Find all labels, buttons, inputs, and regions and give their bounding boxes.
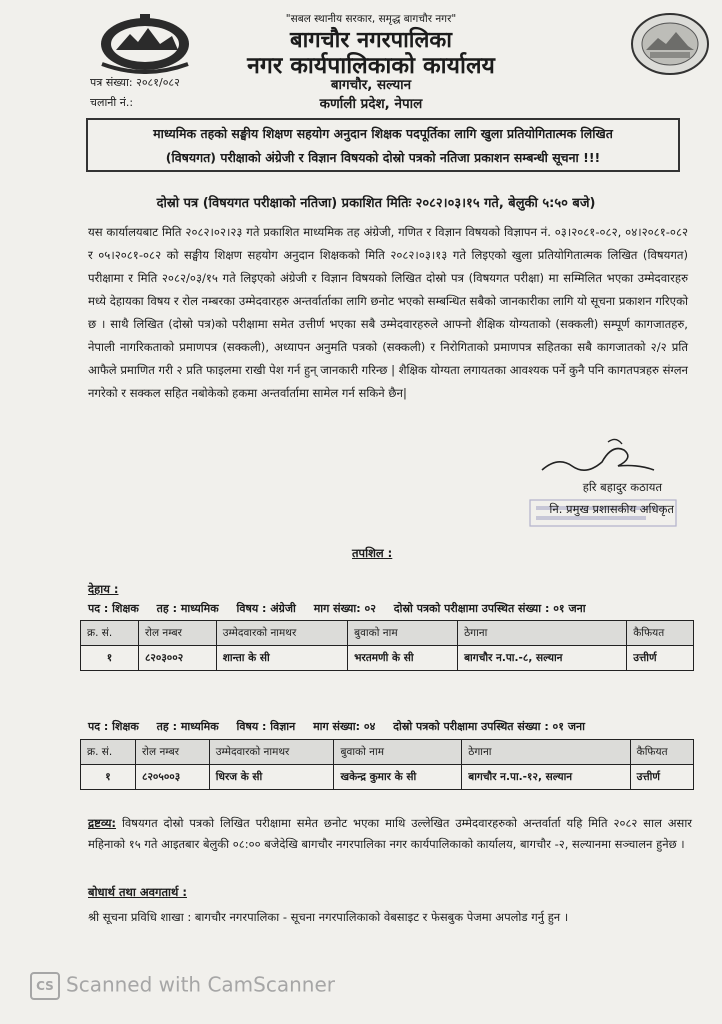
reference-number: पत्र संख्या: २०८१/०८२ bbox=[90, 76, 180, 89]
subject-box bbox=[86, 118, 680, 172]
subject-line-2: (विषयगत) परीक्षाको अंग्रेजी र विज्ञान विषयको दोस्रो पत्रको नतिजा प्रकाशन सम्बन्धी सूचना !!! bbox=[165, 150, 601, 165]
note-paragraph bbox=[88, 813, 692, 855]
cc-line: श्री सूचना प्रविधि शाखा : बागचौर नगरपालिका - सूचना नगरपालिकाको वेबसाइट र फेसबुक पेजमा अपलोड गर्नु हुन । bbox=[88, 910, 569, 924]
details-heading: तपशिल : bbox=[352, 546, 393, 560]
col-roll: रोल नम्बर bbox=[136, 740, 210, 765]
col-name: उम्मेदवारको नामथर bbox=[216, 621, 347, 646]
address-line-2: कर्णाली प्रदेश, नेपाल bbox=[319, 96, 423, 112]
cell-serial: १ bbox=[81, 765, 136, 790]
signature-icon bbox=[538, 436, 658, 482]
table-row bbox=[81, 765, 694, 790]
col-address: ठेगाना bbox=[458, 621, 627, 646]
cell-remarks: उत्तीर्ण bbox=[627, 646, 694, 671]
science-subject: विषय : विज्ञान bbox=[236, 720, 296, 733]
col-remarks: कैफियत bbox=[630, 740, 693, 765]
col-address: ठेगाना bbox=[462, 740, 630, 765]
cell-address: बागचौर न.पा.-१२, सल्यान bbox=[462, 765, 630, 790]
dept-label: देहाय : bbox=[88, 582, 119, 596]
col-serial: क्र. सं. bbox=[81, 740, 136, 765]
english-post: पद : शिक्षक bbox=[88, 602, 139, 615]
col-roll: रोल नम्बर bbox=[138, 621, 216, 646]
english-results-table bbox=[80, 620, 694, 671]
cell-father: भरतमणी के सी bbox=[348, 646, 458, 671]
science-post-line bbox=[88, 719, 599, 734]
col-name: उम्मेदवारको नामथर bbox=[209, 740, 334, 765]
camscanner-logo-icon: CS bbox=[30, 972, 60, 1000]
science-demand: माग संख्या: ०४ bbox=[313, 720, 376, 733]
signatory-title: नि. प्रमुख प्रशासकीय अधिकृत bbox=[549, 502, 674, 516]
science-level: तह : माध्यमिक bbox=[156, 720, 219, 733]
table-row bbox=[81, 646, 694, 671]
cell-roll: ८२०३००२ bbox=[138, 646, 216, 671]
body-paragraph: यस कार्यालयबाट मिति २०८२।०२।२३ गते प्रकाशित माध्यमिक तह अंग्रेजी, गणित र विज्ञान विषयको विज्ञापन नं. ०३।२०८१-०८२, ०४।२०८१-०८२ र ०५।२०८१-०८२ को सङ्घीय शिक्षण सहयोग अनुदान शिक्षकको मिति २०८२।०३।१३ गते लिइएको खुला प्रतियोगितात्मक लिखित (विषयगत) परीक्षामा र मिति २०८२/०३/१५ गते लिइएको अंग्रेजी र विज्ञान विषयको लिखित दोस्रो पत्र (विषयगत परीक्षा) मा सम्मिलित भएका उम्मेदवारहरु मध्ये देहायका विषय र रोल नम्बरका उम्मेदवारहरु अन्तर्वार्ताका लागि छनोट भएको सम्बन्धित सबैको जानकारीका लागि यो सूचना प्रकाशन गरिएको छ । साथै लिखित (दोस्रो पत्र)को परीक्षामा समेत उत्तीर्ण भएका सबै उम्मेदवारहरुले आफ्नो शैक्षिक योग्यताको (सक्कली) सम्पूर्ण कागजातहरु, नेपाली नागरिकताको प्रमाणपत्र (सक्कली), अध्यापन अनुमति पत्रको (सक्कली) र निरोगिताको प्रमाणपत्र सहितका सबै कागजातको २/२ प्रति आफैले प्रमाणित गरी २ प्रति फाइलमा राखी पेश गर्न हुन् जानकारी गरिन्छ | शैक्षिक योग्यता लगायतका आवश्यक पर्ने कुनै पनि कागतपत्रहरु संग्लन नगरेको र सक्कल सहित नबोकेको हकमा अन्तर्वार्तामा सामेल गर्न सकिने छैन| bbox=[88, 225, 688, 400]
municipality-name: बागचौर नगरपालिका bbox=[290, 28, 452, 53]
english-subject: विषय : अंग्रेजी bbox=[236, 602, 296, 615]
cell-father: खकेन्द्र कुमार के सी bbox=[334, 765, 462, 790]
table-header-row bbox=[81, 621, 694, 646]
publication-line: दोस्रो पत्र (विषयगत परीक्षाको नतिजा) प्रकाशित मितिः २०८२।०३।१५ गते, बेलुकी ५:५० बजे) bbox=[156, 196, 596, 211]
english-post-line bbox=[88, 601, 600, 616]
cell-address: बागचौर न.पा.-८, सल्यान bbox=[458, 646, 627, 671]
english-present: दोस्रो पत्रको परीक्षामा उपस्थित संख्या : ०१ जना bbox=[393, 602, 586, 615]
cc-heading: बोधार्थ तथा अवगतार्थ : bbox=[88, 885, 187, 899]
camscanner-watermark bbox=[30, 972, 335, 1000]
cell-remarks: उत्तीर्ण bbox=[630, 765, 693, 790]
english-demand: माग संख्या: ०२ bbox=[313, 602, 376, 615]
science-results-table bbox=[80, 739, 694, 790]
col-father: बुवाको नाम bbox=[348, 621, 458, 646]
cell-name: धिरज के सी bbox=[209, 765, 334, 790]
table-header-row bbox=[81, 740, 694, 765]
address-line-1: बागचौर, सल्यान bbox=[330, 77, 412, 93]
cell-roll: ८२०५००३ bbox=[136, 765, 210, 790]
note-text: विषयगत दोस्रो पत्रको लिखित परीक्षामा समेत छनोट भएका माथि उल्लेखित उम्मेदवारहरुको अन्तर्वार्ता यहि मिति २०८२ साल असार महिनाको १५ गते आइतबार बेलुकी ०८:०० बजेदेखि बागचौर नगरपालिका नगर कार्यपालिकाको कार्यालय, बागचौर -२, सल्यानमा सञ्चालन हुनेछ । bbox=[88, 816, 693, 851]
subject-line-1: माध्यमिक तहको सङ्घीय शिक्षण सहयोग अनुदान शिक्षक पदपूर्तिका लागि खुला प्रतियोगितात्मक लिखित bbox=[153, 126, 613, 141]
watermark-text: Scanned with CamScanner bbox=[66, 972, 335, 997]
col-remarks: कैफियत bbox=[627, 621, 694, 646]
english-level: तह : माध्यमिक bbox=[156, 602, 219, 615]
science-present: दोस्रो पत्रको परीक्षामा उपस्थित संख्या : ०१ जना bbox=[393, 720, 585, 733]
col-father: बुवाको नाम bbox=[334, 740, 462, 765]
col-serial: क्र. सं. bbox=[81, 621, 139, 646]
dispatch-number: चलानी नं.: bbox=[90, 96, 134, 109]
office-name: नगर कार्यपालिकाको कार्यालय bbox=[247, 53, 495, 79]
cell-name: शान्ता के सी bbox=[216, 646, 347, 671]
slogan: "सबल स्थानीय सरकार, समृद्ध बागचौर नगर" bbox=[285, 13, 457, 25]
cell-serial: १ bbox=[81, 646, 139, 671]
note-label: द्रष्टव्य: bbox=[88, 816, 117, 830]
science-post: पद : शिक्षक bbox=[88, 720, 139, 733]
signatory-name: हरि बहादुर कठायत bbox=[582, 480, 662, 494]
